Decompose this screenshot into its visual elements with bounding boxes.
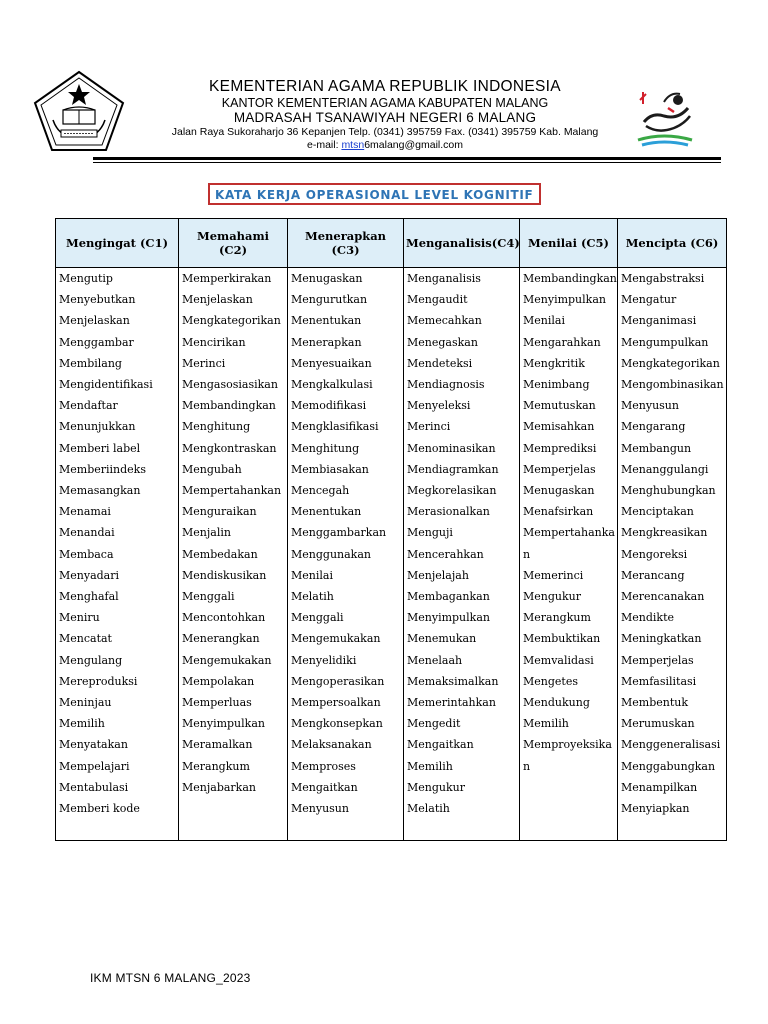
verb-item: Merancang xyxy=(621,568,685,582)
verb-item: Meramalkan xyxy=(182,738,253,752)
verb-item: Membiasakan xyxy=(291,462,369,476)
verb-item: Merinci xyxy=(182,356,226,370)
verb-item: Menguji xyxy=(407,526,453,540)
verb-item: Menyimpulkan xyxy=(407,611,490,625)
email-prefix: e-mail: xyxy=(307,139,342,151)
verb-item: Menemukan xyxy=(407,632,477,646)
verb-item: Mengklasifikasi xyxy=(291,420,379,434)
school-email xyxy=(140,139,630,152)
verb-item: Mempertahankan xyxy=(182,484,282,498)
verb-item: Mengkreasikan xyxy=(621,526,708,540)
verb-item: Mengukur xyxy=(407,780,465,794)
verb-item: Memberi kode xyxy=(59,802,140,816)
verb-item: Menelaah xyxy=(407,653,463,667)
verb-item: Membedakan xyxy=(182,547,258,561)
verb-item: Meninjau xyxy=(59,696,112,710)
verb-item: Mencegah xyxy=(291,484,350,498)
verb-item: Menggambar xyxy=(59,335,134,349)
verb-item: Menyimpulkan xyxy=(182,717,265,731)
verb-item: Mereproduksi xyxy=(59,674,138,688)
verb-item: Memperjelas xyxy=(523,462,596,476)
madrasah-reader-logo-icon xyxy=(634,82,696,152)
verb-item: Menghitung xyxy=(291,441,360,455)
verb-item: Menerangkan xyxy=(182,632,260,646)
verb-item: Mengukur xyxy=(523,590,581,604)
table-row xyxy=(56,268,727,841)
verb-item: Mendaftar xyxy=(59,399,118,413)
verb-item: Menyusun xyxy=(621,399,679,413)
email-suffix: 6malang@gmail.com xyxy=(364,139,463,151)
verb-item: Menghafal xyxy=(59,590,119,604)
verb-item: Memerinci xyxy=(523,568,584,582)
verb-item: Memberiindeks xyxy=(59,462,146,476)
column-c5 xyxy=(520,268,618,841)
office-name: KANTOR KEMENTERIAN AGAMA KABUPATEN MALANG xyxy=(221,96,549,110)
verb-item: Menggali xyxy=(182,590,235,604)
verb-item: Mempertahanka xyxy=(523,526,615,540)
verb-item: Merumuskan xyxy=(621,717,695,731)
verb-item: Mengkritik xyxy=(523,356,585,370)
verb-table xyxy=(55,218,727,841)
verb-item: Menominasikan xyxy=(407,441,496,455)
verb-item: Mengumpulkan xyxy=(621,335,709,349)
verb-item: Mengoreksi xyxy=(621,547,688,561)
verb-item: Menilai xyxy=(291,568,333,582)
verb-item: Membuktikan xyxy=(523,632,601,646)
verb-item: Melaksanakan xyxy=(291,738,372,752)
column-c2 xyxy=(179,268,288,841)
verb-item: Menggeneralisasi xyxy=(621,738,721,752)
verb-item: Memerintahkan xyxy=(407,696,496,710)
verb-item: Menyimpulkan xyxy=(523,293,606,307)
verb-item: n xyxy=(523,759,531,773)
verb-item: Mencatat xyxy=(59,632,112,646)
verb-item: Membagankan xyxy=(407,590,490,604)
verb-item: Menilai xyxy=(523,314,565,328)
verb-item: Memodifikasi xyxy=(291,399,367,413)
column-c3 xyxy=(288,268,404,841)
verb-item: Mengetes xyxy=(523,674,578,688)
verb-item: Menugaskan xyxy=(291,272,363,285)
verb-item: Mengutip xyxy=(59,272,113,285)
verb-item: Mempolakan xyxy=(182,674,255,688)
page-footer: IKM MTSN 6 MALANG_2023 xyxy=(90,971,251,985)
verb-item: Menghubungkan xyxy=(621,484,716,498)
header-c3: Menerapkan (C3) xyxy=(288,219,404,268)
verb-item: Mengoperasikan xyxy=(291,674,385,688)
verb-item: Mempersoalkan xyxy=(291,696,381,710)
verb-item: Mengkategorikan xyxy=(182,314,281,328)
verb-item: Memilih xyxy=(523,717,569,731)
verb-item: Menjalin xyxy=(182,526,231,540)
verb-item: Mengkontraskan xyxy=(182,441,277,455)
verb-item: Menyebutkan xyxy=(59,293,136,307)
verb-item: Memperjelas xyxy=(621,653,694,667)
document-title: KATA KERJA OPERASIONAL LEVEL KOGNITIF xyxy=(215,188,534,202)
ministry-name: KEMENTERIAN AGAMA REPUBLIK INDONESIA xyxy=(209,78,561,95)
verb-item: Memisahkan xyxy=(523,420,595,434)
verb-item: Menandai xyxy=(59,526,115,540)
verb-item: Mencerahkan xyxy=(407,547,484,561)
verb-item: Membangun xyxy=(621,441,692,455)
verb-item: Mengkategorikan xyxy=(621,356,720,370)
verb-item: Mengarahkan xyxy=(523,335,601,349)
verb-item: Menugaskan xyxy=(523,484,595,498)
column-c4 xyxy=(404,268,520,841)
verb-item: Mengasosiasikan xyxy=(182,378,278,392)
verb-item: Menyelidiki xyxy=(291,653,357,667)
verb-item: Merinci xyxy=(407,420,451,434)
verb-item: Menjelajah xyxy=(407,568,469,582)
verb-item: Memprediksi xyxy=(523,441,597,455)
verb-item: Membentuk xyxy=(621,696,689,710)
verb-item: Menafsirkan xyxy=(523,505,594,519)
verb-item: Mengaitkan xyxy=(407,738,474,752)
table-header-row xyxy=(56,219,727,268)
verb-item: Memutuskan xyxy=(523,399,596,413)
verb-item: Memberi label xyxy=(59,441,141,455)
verb-item: Menyiapkan xyxy=(621,802,690,816)
verb-item: Menghitung xyxy=(182,420,251,434)
verb-item: Mengatur xyxy=(621,293,677,307)
verb-item: Menamai xyxy=(59,505,111,519)
verb-item: Mengidentifikasi xyxy=(59,378,153,392)
verb-item: Mendiagramkan xyxy=(407,462,499,476)
verb-item: Memperkirakan xyxy=(182,272,272,285)
verb-item: Memproyeksika xyxy=(523,738,612,752)
verb-item: Menyesuaikan xyxy=(291,356,372,370)
verb-item: Mengkalkulasi xyxy=(291,378,373,392)
verb-item: Melatih xyxy=(291,590,334,604)
verb-item: Menggali xyxy=(291,611,344,625)
verb-item: Meningkatkan xyxy=(621,632,702,646)
letterhead-rule-thin xyxy=(93,162,721,163)
verb-item: Mendikte xyxy=(621,611,675,625)
verb-item: Menggunakan xyxy=(291,547,371,561)
header-c4: Menganalisis(C4) xyxy=(404,219,520,268)
verb-item: Melatih xyxy=(407,802,450,816)
verb-item: Membaca xyxy=(59,547,114,561)
verb-item: Menganalisis xyxy=(407,272,481,285)
verb-item: Menimbang xyxy=(523,378,590,392)
verb-item: Memproses xyxy=(291,759,356,773)
header-c6: Mencipta (C6) xyxy=(618,219,727,268)
verb-item: Mentabulasi xyxy=(59,780,129,794)
verb-item: Mengemukakan xyxy=(291,632,381,646)
verb-item: Memfasilitasi xyxy=(621,674,697,688)
school-name: MADRASAH TSANAWIYAH NEGERI 6 MALANG xyxy=(233,110,537,125)
verb-item: Menggambarkan xyxy=(291,526,387,540)
verb-item: Mengulang xyxy=(59,653,123,667)
verb-item: Menciptakan xyxy=(621,505,694,519)
verb-item: Merasionalkan xyxy=(407,505,490,519)
verb-item: Mengaudit xyxy=(407,293,468,307)
verb-item: Memilih xyxy=(407,759,453,773)
column-c6 xyxy=(618,268,727,841)
header-c2: Memahami (C2) xyxy=(179,219,288,268)
verb-item: Menggabungkan xyxy=(621,759,716,773)
verb-item: Menguraikan xyxy=(182,505,257,519)
kementerian-agama-emblem-icon xyxy=(33,70,125,152)
letterhead-rule-thick xyxy=(93,157,721,160)
verb-item: Menjelaskan xyxy=(59,314,130,328)
verb-item: Mencontohkan xyxy=(182,611,266,625)
verb-item: Membandingkan xyxy=(182,399,276,413)
verb-item: Menerapkan xyxy=(291,335,362,349)
verb-item: Memvalidasi xyxy=(523,653,594,667)
verb-item: Mendeteksi xyxy=(407,356,473,370)
verb-item: Menjabarkan xyxy=(182,780,256,794)
verb-item: Memasangkan xyxy=(59,484,141,498)
verb-item: Memecahkan xyxy=(407,314,482,328)
verb-item: Menjelaskan xyxy=(182,293,253,307)
verb-item: Merencanakan xyxy=(621,590,705,604)
school-address: Jalan Raya Sukoraharjo 36 Kepanjen Telp. (0341) 395759 Fax. (0341) 395759 Kab. Malang xyxy=(171,126,599,138)
verb-item: Menanggulangi xyxy=(621,462,709,476)
verb-item: Menganimasi xyxy=(621,314,697,328)
header-c1: Mengingat (C1) xyxy=(56,219,179,268)
verb-item: Mendiskusikan xyxy=(182,568,267,582)
verb-item: Memaksimalkan xyxy=(407,674,499,688)
verb-item: Mengemukakan xyxy=(182,653,272,667)
verb-item: Merangkum xyxy=(182,759,250,773)
column-c1 xyxy=(56,268,179,841)
verb-item: Membilang xyxy=(59,356,122,370)
verb-item: Mengkonsepkan xyxy=(291,717,383,731)
verb-item: Memperluas xyxy=(182,696,252,710)
verb-item: Menyeleksi xyxy=(407,399,471,413)
verb-item: Menentukan xyxy=(291,314,362,328)
email-link[interactable]: mtsn xyxy=(341,139,365,151)
verb-item: Mengombinasikan xyxy=(621,378,724,392)
verb-item: Mengaitkan xyxy=(291,780,358,794)
verb-item: Mendukung xyxy=(523,696,590,710)
verb-item: n xyxy=(523,547,531,561)
verb-item: Meniru xyxy=(59,611,100,625)
verb-item: Merangkum xyxy=(523,611,591,625)
verb-item: Mengurutkan xyxy=(291,293,368,307)
verb-item: Menyusun xyxy=(291,802,349,816)
verb-item: Menentukan xyxy=(291,505,362,519)
verb-item: Mengubah xyxy=(182,462,242,476)
verb-item: Memilih xyxy=(59,717,105,731)
verb-item: Mengabstraksi xyxy=(621,272,705,285)
header-c5: Menilai (C5) xyxy=(520,219,618,268)
verb-item: Mempelajari xyxy=(59,759,130,773)
letterhead-text xyxy=(140,78,630,152)
verb-item: Mendiagnosis xyxy=(407,378,485,392)
verb-item: Mengarang xyxy=(621,420,686,434)
verb-item: Megkorelasikan xyxy=(407,484,497,498)
verb-item: Mencirikan xyxy=(182,335,246,349)
letterhead xyxy=(0,60,768,160)
verb-item: Menampilkan xyxy=(621,780,698,794)
verb-item: Menunjukkan xyxy=(59,420,136,434)
verb-item: Menyadari xyxy=(59,568,120,582)
verb-item: Mengedit xyxy=(407,717,461,731)
verb-item: Menyatakan xyxy=(59,738,128,752)
verb-item: Menegaskan xyxy=(407,335,478,349)
verb-item: Membandingkan xyxy=(523,272,617,285)
